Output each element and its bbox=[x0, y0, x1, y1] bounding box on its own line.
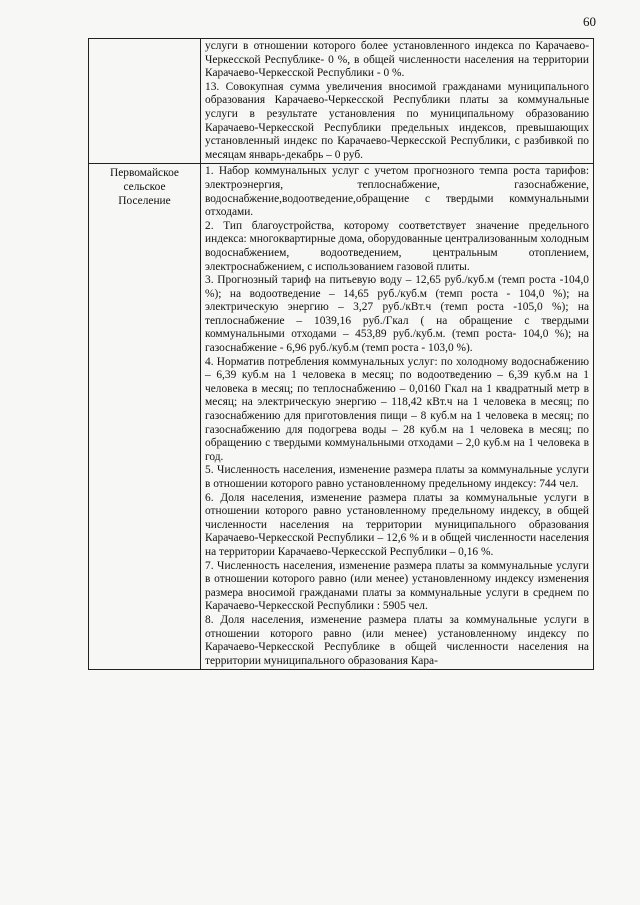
table-row bbox=[89, 164, 594, 670]
paragraph: услуги в отношении которого более установленного индекса по Карачаево-Черкесской Республике- 0 %, в общей численности населения на территории Карачаево-Черкесской Республики - 0 %. bbox=[205, 40, 589, 80]
paragraph: 13. Совокупная сумма увеличения вносимой гражданами муниципального образования Карачаево-Черкесской Республики платы за коммунальные услуги в результате установления по муниципальному образованию Карачаево-Черкесской Республики предельных индексов, превышающих установленный индекс по Карачаево-Черкесской Республики, с разбивкой по месяцам январь-декабрь – 0 руб. bbox=[205, 80, 589, 161]
paragraph: 5. Численность населения, изменение размера платы за коммунальные услуги в отношении которого равно установленному предельному индексу: 744 чел. bbox=[205, 464, 589, 490]
paragraph: 6. Доля населения, изменение размера платы за коммунальные услуги в отношении которого равно установленному предельному индексу, в общей численности населения на территории муниципального образования Карачаево-Черкесской Республики – 12,6 % и в общей численности населения на территории Карачаево-Черкесской Республики – 0,16 %. bbox=[205, 491, 589, 558]
table-row bbox=[89, 39, 594, 164]
indicators-cell bbox=[201, 39, 594, 164]
municipality-name-cell bbox=[89, 39, 201, 164]
paragraph: 4. Норматив потребления коммунальных услуг: по холодному водоснабжению – 6,39 куб.м на 1 человека в месяц; по водоотведению – 6,39 куб.м на 1 человека в месяц; по теплоснабжению – 0,0160 Гкал на 1 квадратный метр в месяц; на электрическую энергию – 118,42 кВт.ч на 1 человека в месяц; по газоснабжению для приготовления пищи – 8 куб.м на 1 человека в месяц; по газоснабжению для подогрева воды – 28 куб.м на 1 человека в месяц; по обращению с твердыми коммунальными отходами – 2,0 куб.м на 1 человека в год. bbox=[205, 355, 589, 463]
paragraph: 3. Прогнозный тариф на питьевую воду – 12,65 руб./куб.м (темп роста -104,0 %); на водоотведение – 14,65 руб./куб.м (темп роста - 104,0 %); на электрическую энергию – 3,27 руб./кВт.ч (темп роста -105,0 %); на теплоснабжение – 1039,16 руб./Гкал ( на обращение с твердыми коммунальными отходами – 453,89 руб./куб.м. (темп роста- 104,0 %); на газоснабжение - 6,96 руб./куб.м (темп роста - 103,0 %). bbox=[205, 274, 589, 355]
paragraph: 7. Численность населения, изменение размера платы за коммунальные услуги в отношении которого равно (или менее) установленному индексу изменения размера вносимой гражданами платы за коммунальные услуги в среднем по Карачаево-Черкесской Республики : 5905 чел. bbox=[205, 559, 589, 613]
page-number: 60 bbox=[583, 14, 596, 29]
paragraph: 2. Тип благоустройства, которому соответствует значение предельного индекса: многоквартирные дома, оборудованные централизованным холодным водоснабжением, водоотведением, центральным отоплением, электроснабжением, с использованием газовой плиты. bbox=[205, 219, 589, 273]
indices-table bbox=[88, 38, 594, 670]
municipality-name-cell: Первомайское сельское Поселение bbox=[89, 164, 201, 670]
paragraph: 8. Доля населения, изменение размера платы за коммунальные услуги в отношении которого равно (или менее) установленному индексу по Карачаево-Черкесской Республике в общей численности населения на территории муниципального образования Кара- bbox=[205, 613, 589, 667]
paragraph: 1. Набор коммунальных услуг с учетом прогнозного темпа роста тарифов: электроэнергия, теплоснабжение, газоснабжение, водоснабжение,водоотведение,обращение с твердыми коммунальными отходами. bbox=[205, 165, 589, 219]
indicators-cell bbox=[201, 164, 594, 670]
